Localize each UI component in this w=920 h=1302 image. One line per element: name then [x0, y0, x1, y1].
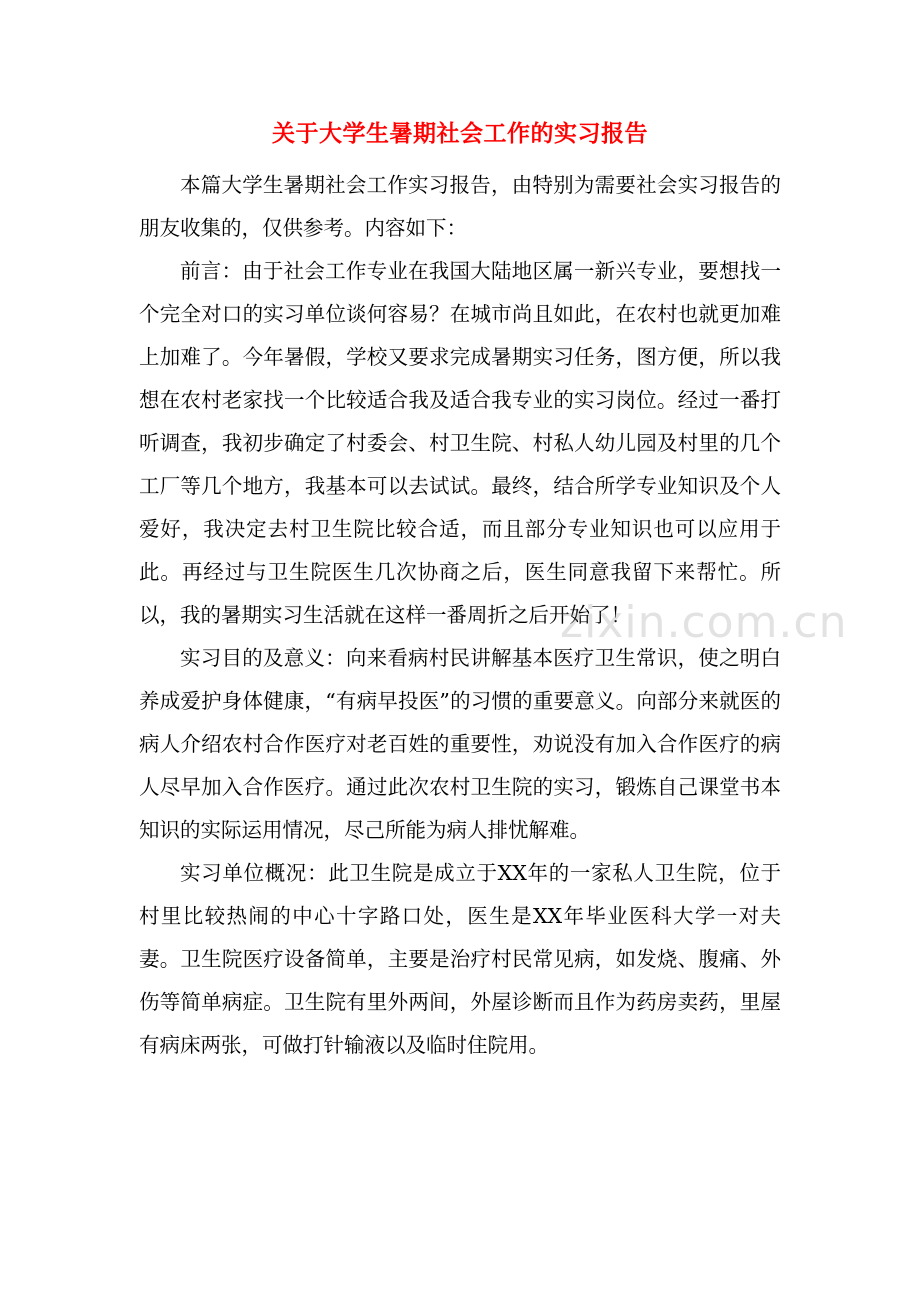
- preface-paragraph: 前言：由于社会工作专业在我国大陆地区属一新兴专业，要想找一个完全对口的实习单位谈何容易？在城市尚且如此，在农村也就更加难上加难了。今年暑假，学校又要求完成暑期实习任务，图方便，所以我想在农村老家找一个比较适合我及适合我专业的实习岗位。经过一番打听调查，我初步确定了村委会、村卫生院、村私人幼儿园及村里的几个工厂等几个地方，我基本可以去试试。最终，结合所学专业知识及个人爱好，我决定去村卫生院比较合适，而且部分专业知识也可以应用于此。再经过与卫生院医生几次协商之后，医生同意我留下来帮忙。所以，我的暑期实习生活就在这样一番周折之后开始了！: [139, 259, 781, 627]
- watermark: zixin.com.cn: [560, 597, 848, 648]
- purpose-paragraph: 实习目的及意义：向来看病村民讲解基本医疗卫生常识，使之明白养成爱护身体健康，“有病早投医”的习惯的重要意义。向部分来就医的病人介绍农村合作医疗对老百姓的重要性，劝说没有加入合作医疗的病人尽早加入合作医疗。通过此次农村卫生院的实习，锻炼自己课堂书本知识的实际运用情况，尽己所能为病人排忧解难。: [139, 646, 781, 842]
- unit-overview-paragraph: 实习单位概况：此卫生院是成立于XX年的一家私人卫生院，位于村里比较热闹的中心十字路口处，医生是XX年毕业医科大学一对夫妻。卫生院医疗设备简单，主要是治疗村民常见病，如发烧、腹痛、外伤等简单病症。卫生院有里外两间，外屋诊断而且作为药房卖药，里屋有病床两张，可做打针输液以及临时住院用。: [139, 861, 781, 1057]
- document-body: [139, 164, 781, 1067]
- intro-paragraph: 本篇大学生暑期社会工作实习报告，由特别为需要社会实习报告的朋友收集的，仅供参考。内容如下：: [139, 173, 781, 240]
- document-title: 关于大学生暑期社会工作的实习报告: [272, 120, 648, 147]
